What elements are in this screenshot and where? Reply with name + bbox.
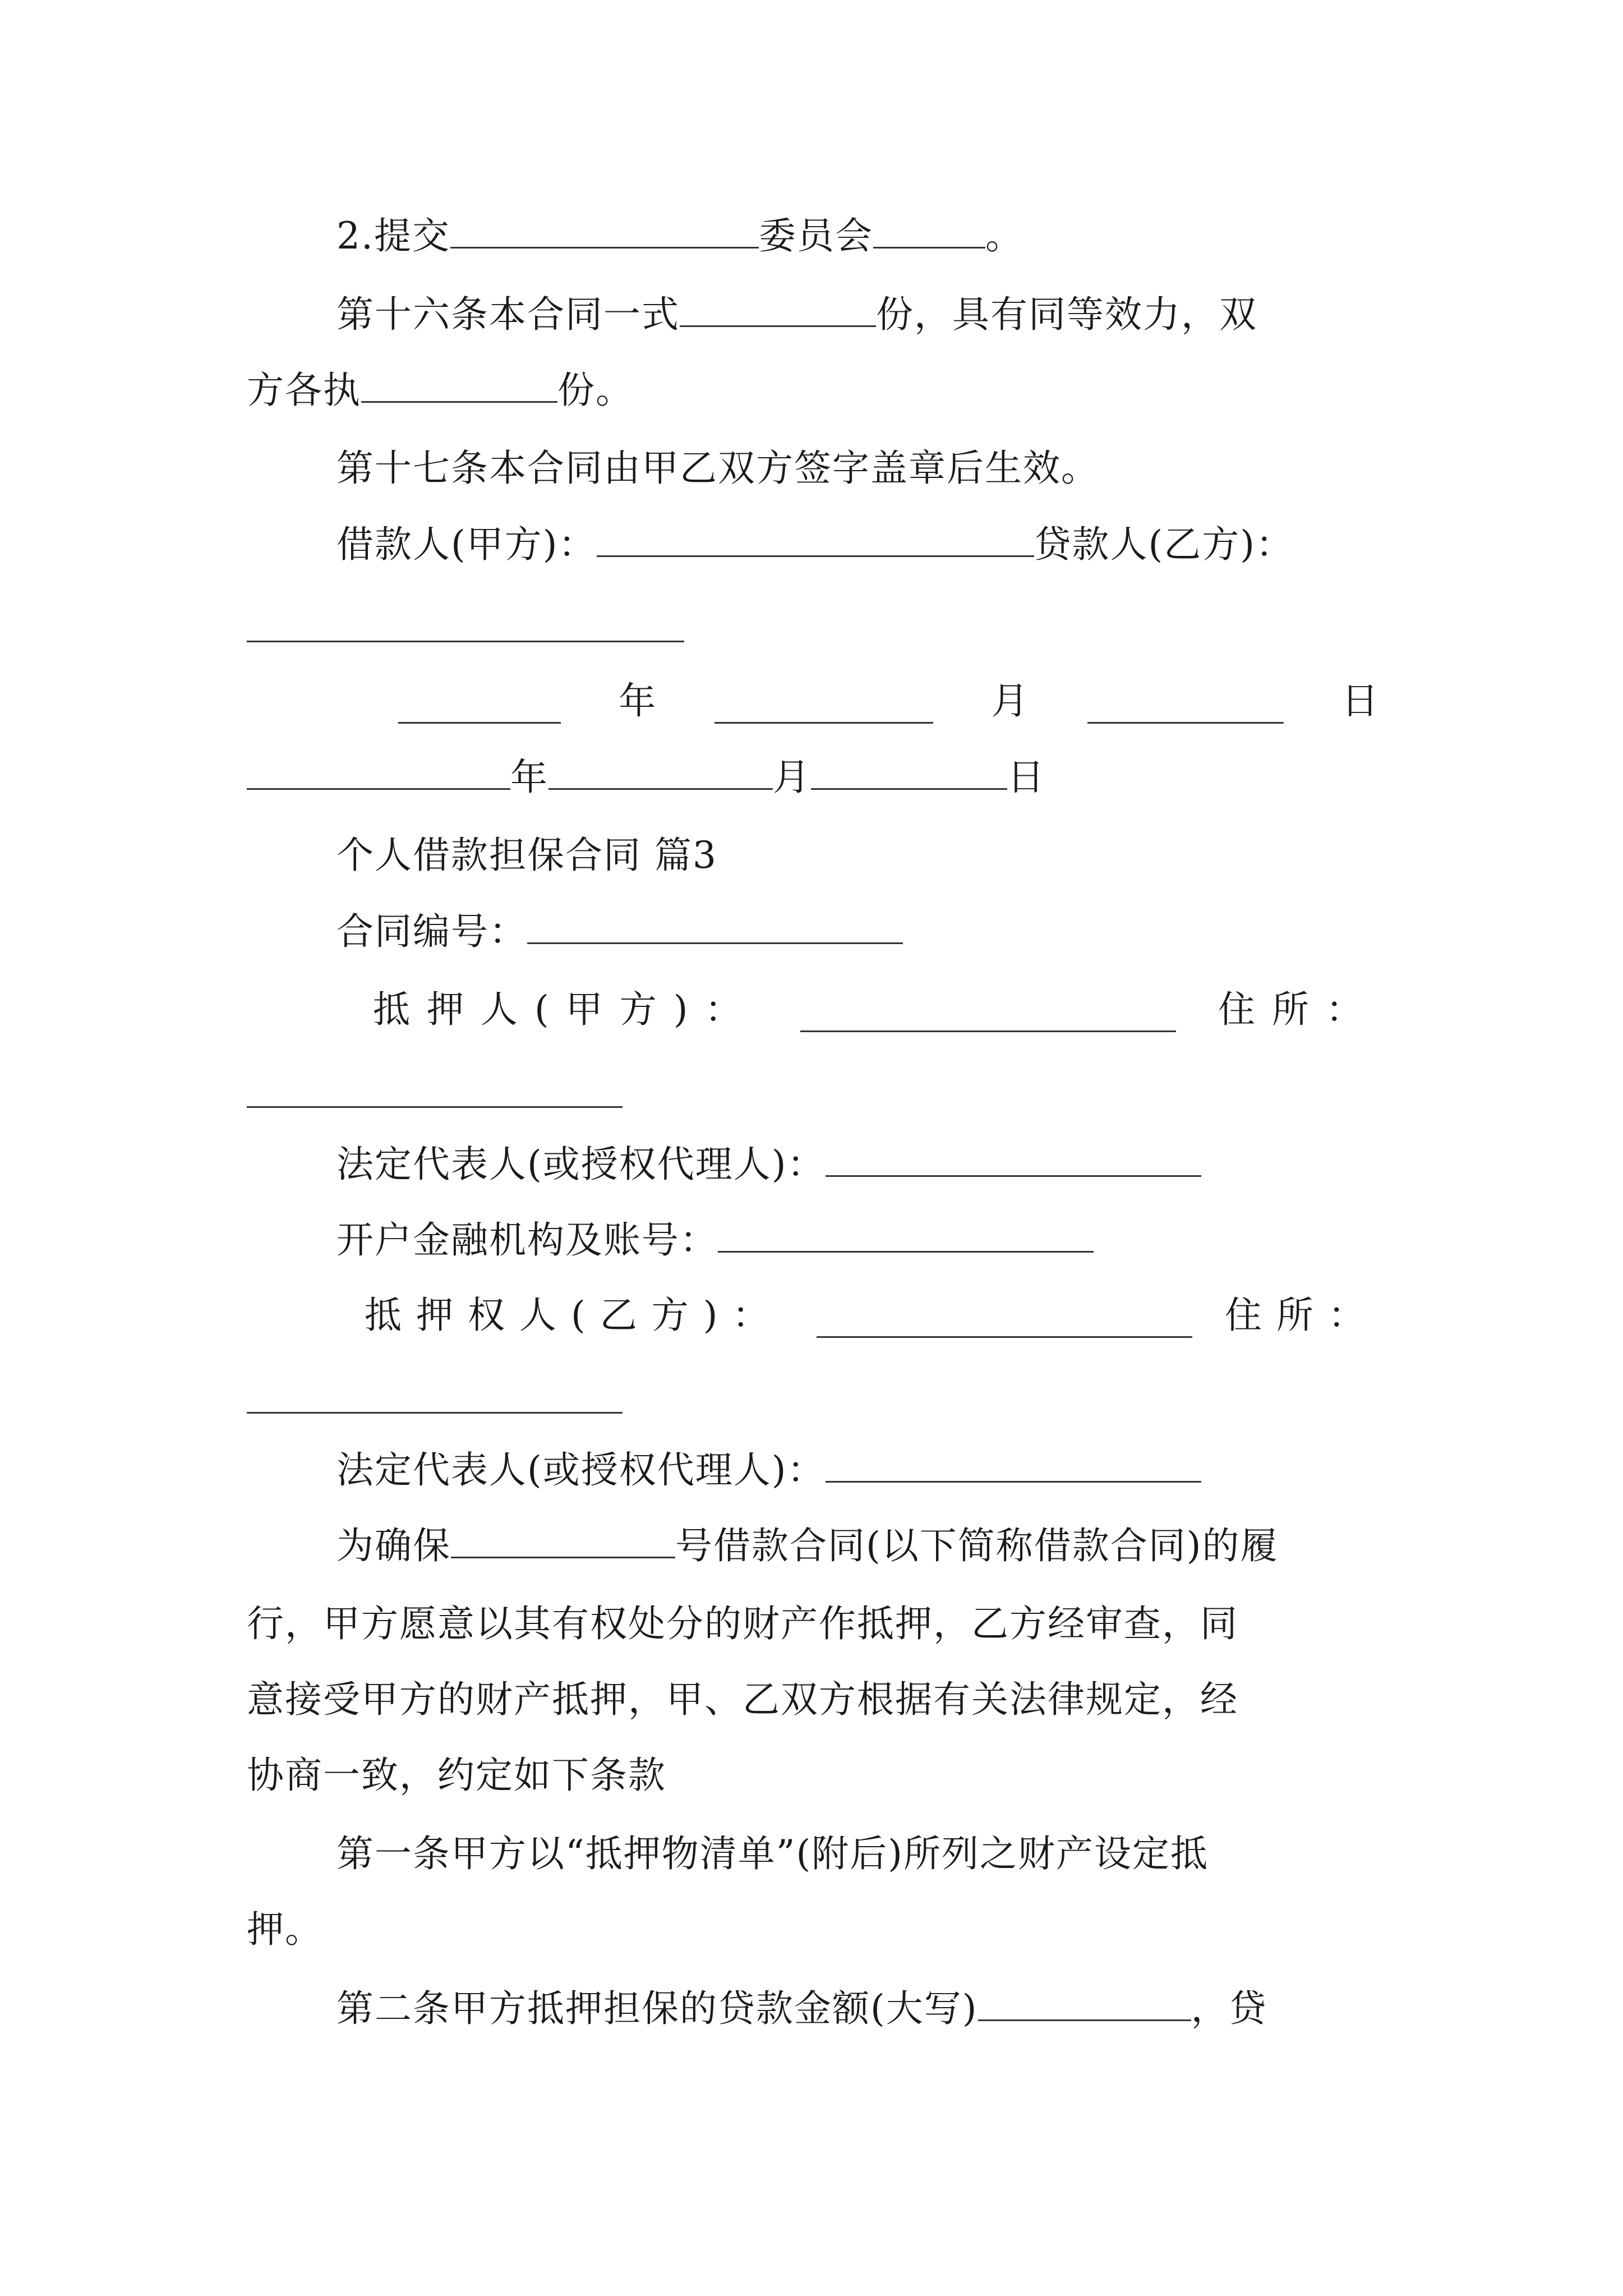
text: 住所： bbox=[1218, 988, 1380, 1031]
text: 日 bbox=[1341, 679, 1380, 723]
blank-field[interactable] bbox=[450, 213, 759, 249]
clause-2-submit bbox=[336, 213, 1023, 258]
text: 月 bbox=[773, 756, 811, 799]
text: 份，具有同等效力，双 bbox=[876, 293, 1257, 336]
article-1-cont bbox=[247, 1907, 323, 1952]
blank-field[interactable] bbox=[680, 292, 876, 327]
month-field[interactable] bbox=[714, 688, 933, 724]
contract-number bbox=[336, 909, 903, 954]
date-line-1 bbox=[247, 679, 1380, 724]
legal-representative-1 bbox=[336, 1142, 1201, 1186]
mortgagee-line bbox=[247, 1293, 1380, 1338]
text: 方各执 bbox=[247, 369, 361, 412]
text: 第十七条本合同由甲乙双方签字盖章后生效。 bbox=[336, 447, 1099, 490]
day-field[interactable] bbox=[1087, 688, 1284, 724]
text: 行，甲方愿意以其有权处分的财产作抵押，乙方经审查，同 bbox=[247, 1602, 1238, 1645]
text: 法定代表人(或授权代理人)： bbox=[336, 1448, 826, 1492]
day-field[interactable] bbox=[811, 754, 1007, 790]
loan-amount-field[interactable] bbox=[978, 1986, 1191, 2021]
text: 住所： bbox=[1225, 1294, 1380, 1337]
text: 协商一致，约定如下条款 bbox=[247, 1754, 666, 1797]
text: 押。 bbox=[247, 1908, 323, 1951]
mortgagor-line bbox=[247, 987, 1380, 1032]
article-1 bbox=[336, 1832, 1209, 1876]
legal-representative-2 bbox=[336, 1447, 1201, 1492]
bank-account-field[interactable] bbox=[718, 1217, 1094, 1253]
article-2 bbox=[336, 1986, 1267, 2031]
text: 意接受甲方的财产抵押，甲、乙双方根据有关法律规定，经 bbox=[247, 1678, 1238, 1721]
blank-field[interactable] bbox=[873, 213, 985, 249]
text: 第二条甲方抵押担保的贷款金额(大写) bbox=[336, 1987, 978, 2030]
mortgagee-address-field[interactable] bbox=[247, 1412, 623, 1414]
borrower-lender-line bbox=[336, 522, 1294, 567]
text: 个人借款担保合同 篇3 bbox=[336, 834, 717, 877]
preamble-line-4 bbox=[247, 1753, 666, 1798]
mortgagee-field[interactable] bbox=[817, 1303, 1192, 1338]
article-17 bbox=[336, 446, 1099, 491]
text: 月 bbox=[991, 679, 1030, 723]
preamble-line-3 bbox=[247, 1677, 1238, 1722]
text: 。 bbox=[985, 214, 1023, 257]
text: 抵押人(甲方)： bbox=[373, 988, 759, 1031]
loan-contract-number-field[interactable] bbox=[451, 1523, 675, 1558]
borrower-signature-field[interactable] bbox=[597, 522, 1034, 557]
year-field[interactable] bbox=[398, 688, 561, 724]
text: 第一条甲方以“抵押物清单”(附后)所列之财产设定抵 bbox=[336, 1832, 1209, 1875]
blank-field[interactable] bbox=[361, 367, 557, 403]
mortgagor-field[interactable] bbox=[800, 997, 1176, 1032]
date-line-2 bbox=[247, 754, 1045, 799]
text: 年 bbox=[619, 679, 657, 723]
article-16-cont bbox=[247, 367, 634, 412]
text: 法定代表人(或授权代理人)： bbox=[336, 1143, 826, 1186]
text: 号借款合同(以下简称借款合同)的履 bbox=[675, 1524, 1279, 1567]
text: 贷款人(乙方)： bbox=[1034, 523, 1294, 566]
section-title bbox=[336, 833, 717, 878]
lender-signature-field[interactable] bbox=[247, 641, 684, 642]
text: 开户金融机构及账号： bbox=[336, 1218, 718, 1262]
contract-number-field[interactable] bbox=[527, 909, 903, 944]
mortgagor-address-field[interactable] bbox=[247, 1106, 623, 1108]
text: 合同编号： bbox=[336, 910, 527, 953]
month-field[interactable] bbox=[548, 754, 773, 790]
text: ，贷 bbox=[1191, 1987, 1267, 2030]
text: 抵押权人(乙方)： bbox=[365, 1294, 784, 1337]
preamble-line-1 bbox=[336, 1523, 1279, 1568]
year-field[interactable] bbox=[247, 754, 510, 790]
bank-account bbox=[336, 1217, 1094, 1262]
text: 份。 bbox=[557, 369, 634, 412]
text: 借款人(甲方)： bbox=[336, 523, 597, 566]
text: 为确保 bbox=[336, 1524, 451, 1567]
preamble-line-2 bbox=[247, 1602, 1238, 1646]
representative-field[interactable] bbox=[826, 1142, 1201, 1177]
text: 年 bbox=[510, 756, 548, 799]
text: 委员会 bbox=[758, 214, 873, 257]
article-16 bbox=[336, 292, 1257, 337]
text: 日 bbox=[1007, 756, 1045, 799]
text: 2.提交 bbox=[336, 214, 450, 257]
representative-field[interactable] bbox=[826, 1447, 1201, 1483]
text: 第十六条本合同一式 bbox=[336, 293, 680, 336]
